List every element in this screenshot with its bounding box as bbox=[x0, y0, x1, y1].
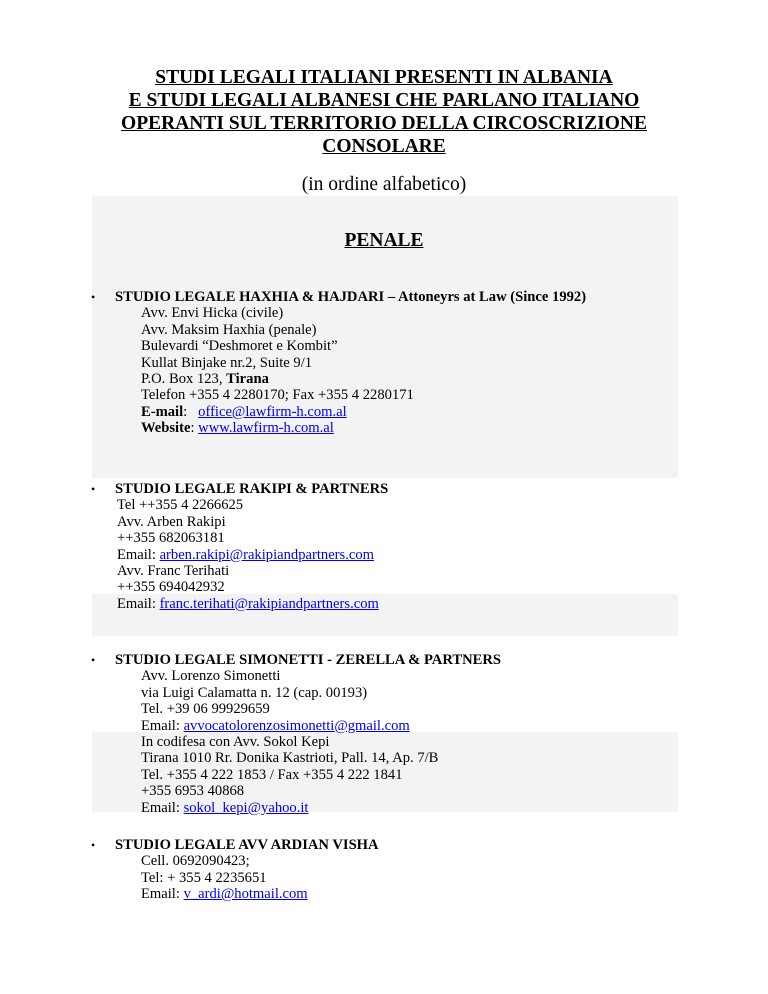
email-label: Email: bbox=[141, 886, 184, 903]
bullet-icon: • bbox=[91, 838, 96, 852]
firm-entry-visha bbox=[117, 837, 381, 903]
email-label: Email: bbox=[117, 595, 160, 612]
firm-entry-haxhia bbox=[117, 289, 588, 437]
email-separator: : bbox=[183, 403, 199, 420]
contact-line: In codifesa con Avv. Sokol Kepi bbox=[141, 734, 330, 751]
email-line bbox=[141, 800, 503, 816]
email-link[interactable]: avvocatolorenzosimonetti@gmail.com bbox=[183, 717, 410, 734]
phone-line: Tel ++355 4 2266625 bbox=[117, 497, 244, 514]
email-link[interactable]: v_ardi@hotmail.com bbox=[183, 886, 308, 903]
phone-line: Telefon +355 4 2280170; Fax +355 4 2280171 bbox=[141, 387, 414, 404]
address-line: Kullat Binjake nr.2, Suite 9/1 bbox=[141, 354, 313, 371]
website-link[interactable]: www.lawfirm-h.com.al bbox=[198, 420, 334, 437]
address-line: Bulevardi “Deshmoret e Kombit” bbox=[141, 338, 338, 355]
email-link[interactable]: sokol_kepi@yahoo.it bbox=[183, 799, 309, 816]
email-label: E-mail bbox=[141, 403, 184, 420]
title-line-3: OPERANTI SUL TERRITORIO DELLA CIRCOSCRIZIONE bbox=[121, 113, 647, 134]
phone-line: ++355 694042932 bbox=[117, 579, 225, 596]
email-label: Email: bbox=[141, 799, 184, 816]
email-label: Email: bbox=[117, 546, 160, 563]
city: Tirana bbox=[226, 371, 269, 388]
website-label: Website bbox=[141, 420, 191, 437]
email-line bbox=[117, 547, 390, 563]
subtitle: (in ordine alfabetico) bbox=[301, 174, 467, 195]
firm-name: STUDIO LEGALE RAKIPI & PARTNERS bbox=[115, 481, 389, 497]
email-line bbox=[141, 404, 588, 420]
phone-line: Tel: + 355 4 2235651 bbox=[141, 869, 267, 886]
po-box: P.O. Box 123, bbox=[141, 371, 227, 388]
firm-name: STUDIO LEGALE HAXHIA & HAJDARI – Attoneyrs at Law (Since 1992) bbox=[115, 289, 587, 305]
website-line bbox=[141, 420, 588, 436]
email-line bbox=[141, 718, 503, 734]
bullet-icon: • bbox=[91, 290, 96, 304]
website-separator: : bbox=[190, 420, 199, 437]
email-label: Email: bbox=[141, 717, 184, 734]
firm-entry-rakipi bbox=[117, 481, 390, 612]
title-line-1: STUDI LEGALI ITALIANI PRESENTI IN ALBANIA bbox=[155, 67, 613, 88]
email-link[interactable]: arben.rakipi@rakipiandpartners.com bbox=[159, 546, 374, 563]
email-link[interactable]: office@lawfirm-h.com.al bbox=[198, 403, 347, 420]
bullet-icon: • bbox=[91, 653, 96, 667]
section-title-penale: PENALE bbox=[344, 230, 424, 251]
address-line: via Luigi Calamatta n. 12 (cap. 00193) bbox=[141, 684, 368, 701]
firm-name: STUDIO LEGALE SIMONETTI - ZERELLA & PARTNERS bbox=[115, 652, 502, 668]
document-title bbox=[60, 66, 708, 158]
title-line-2: E STUDI LEGALI ALBANESI CHE PARLANO ITALIANO bbox=[128, 90, 640, 111]
bullet-icon: • bbox=[91, 482, 96, 496]
phone-line: Tel. +39 06 99929659 bbox=[141, 701, 270, 718]
firm-name: STUDIO LEGALE AVV ARDIAN VISHA bbox=[115, 837, 379, 853]
firm-entry-simonetti bbox=[117, 652, 503, 816]
email-line bbox=[117, 596, 390, 612]
phone-line: +355 6953 40868 bbox=[141, 783, 245, 800]
contact-line: Avv. Arben Rakipi bbox=[117, 513, 226, 530]
email-link[interactable]: franc.terihati@rakipiandpartners.com bbox=[159, 595, 379, 612]
contact-line: Avv. Maksim Haxhia (penale) bbox=[141, 321, 317, 338]
email-line bbox=[141, 886, 381, 902]
contact-line: Avv. Franc Terihati bbox=[117, 563, 230, 580]
phone-line: ++355 682063181 bbox=[117, 530, 225, 547]
phone-line: Tel. +355 4 222 1853 / Fax +355 4 222 1841 bbox=[141, 766, 403, 783]
contact-line: Avv. Envi Hicka (civile) bbox=[141, 305, 284, 322]
contact-line: Avv. Lorenzo Simonetti bbox=[141, 668, 281, 685]
title-line-4: CONSOLARE bbox=[322, 136, 446, 157]
address-line bbox=[141, 371, 588, 387]
address-line: Tirana 1010 Rr. Donika Kastrioti, Pall. 14, Ap. 7/B bbox=[141, 750, 439, 767]
phone-line: Cell. 0692090423; bbox=[141, 853, 250, 870]
